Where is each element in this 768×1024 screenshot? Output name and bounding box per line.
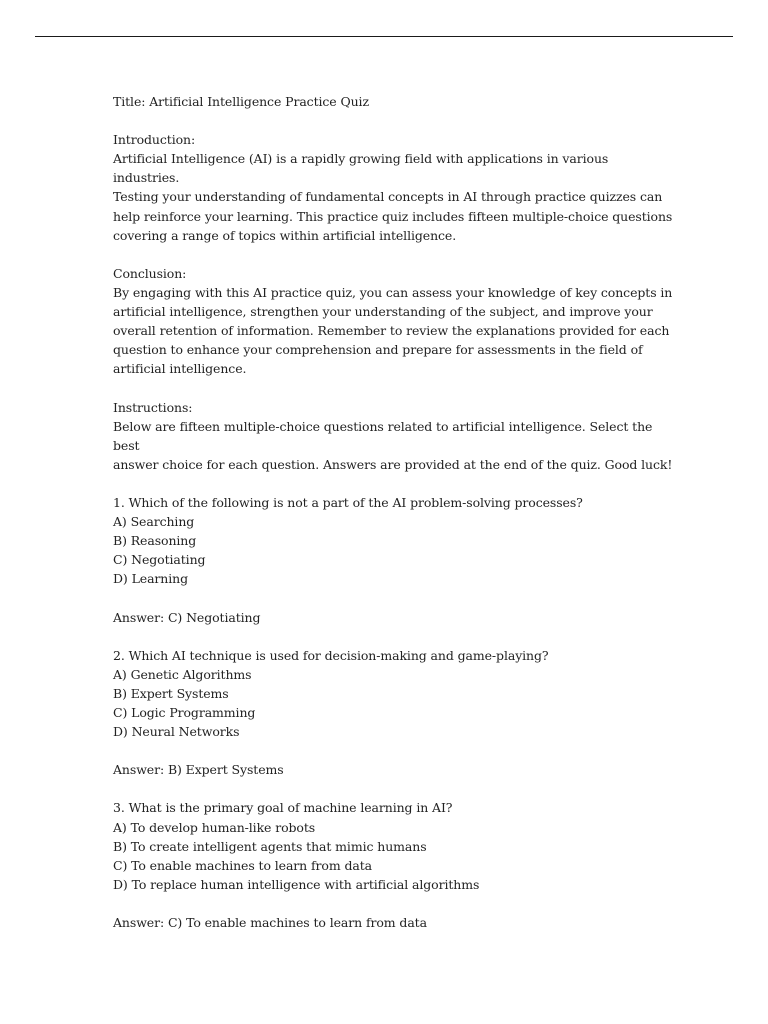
paragraph-spacer bbox=[113, 378, 673, 397]
answer-option: C) Negotiating bbox=[113, 552, 206, 568]
instructions-text: Below are fifteen multiple-choice questions related to artificial intelligence. Select the best answer choice for each question. Answers are provided at the end of the quiz. Good luck! bbox=[113, 418, 673, 472]
paragraph-spacer bbox=[113, 588, 673, 607]
introduction-heading: Introduction: bbox=[113, 132, 196, 148]
question-block-1 bbox=[113, 493, 673, 627]
paragraph-spacer bbox=[113, 245, 673, 264]
answer-option: C) To enable machines to learn from data bbox=[113, 857, 372, 873]
answer-key: Answer: B) Expert Systems bbox=[113, 762, 284, 778]
answer-option: D) Neural Networks bbox=[113, 724, 240, 740]
introduction-text: Artificial Intelligence (AI) is a rapidly growing field with applications in various industries. Testing your understanding of fundamental concepts in AI through practice quizzes can help reinforce your learning. This practice quiz includes fifteen multiple-choice questions covering a range of topics within artificial intelligence. bbox=[113, 151, 673, 243]
paragraph-spacer bbox=[113, 894, 673, 913]
question-text: 1. Which of the following is not a part of the AI problem-solving processes? bbox=[113, 494, 583, 510]
answer-option: B) To create intelligent agents that mimic humans bbox=[113, 838, 427, 854]
conclusion-text: By engaging with this AI practice quiz, you can assess your knowledge of key concepts in artificial intelligence, strengthen your understanding of the subject, and improve your overall retention of information. Remember to review the explanations provided for each question to enhance your comprehension and prepare for assessments in the field of artificial intelligence. bbox=[113, 284, 673, 377]
answer-option: A) Genetic Algorithms bbox=[113, 666, 252, 682]
question-block-2 bbox=[113, 646, 673, 780]
document-body bbox=[113, 92, 673, 932]
instructions-heading: Instructions: bbox=[113, 399, 193, 415]
answer-option: D) To replace human intelligence with artificial algorithms bbox=[113, 876, 480, 892]
header-divider-line bbox=[35, 36, 733, 37]
answer-option: A) Searching bbox=[113, 514, 195, 530]
paragraph-spacer bbox=[113, 474, 673, 493]
answer-option: D) Learning bbox=[113, 571, 188, 587]
paragraph-spacer bbox=[113, 111, 673, 130]
answer-option: C) Logic Programming bbox=[113, 705, 256, 720]
document-title: Title: Artificial Intelligence Practice Quiz bbox=[113, 94, 369, 109]
conclusion-heading: Conclusion: bbox=[113, 265, 187, 281]
answer-option: B) Expert Systems bbox=[113, 685, 229, 701]
paragraph-spacer bbox=[113, 741, 673, 760]
question-text: 3. What is the primary goal of machine learning in AI? bbox=[113, 800, 453, 816]
answer-key: Answer: C) Negotiating bbox=[113, 609, 261, 625]
question-text: 2. Which AI technique is used for decision-making and game-playing? bbox=[113, 647, 549, 663]
paragraph-spacer bbox=[113, 779, 673, 798]
paragraph-spacer bbox=[113, 627, 673, 646]
answer-option: B) Reasoning bbox=[113, 533, 197, 549]
question-block-3 bbox=[113, 798, 673, 932]
answer-option: A) To develop human-like robots bbox=[113, 819, 316, 835]
answer-key: Answer: C) To enable machines to learn from data bbox=[113, 915, 427, 931]
